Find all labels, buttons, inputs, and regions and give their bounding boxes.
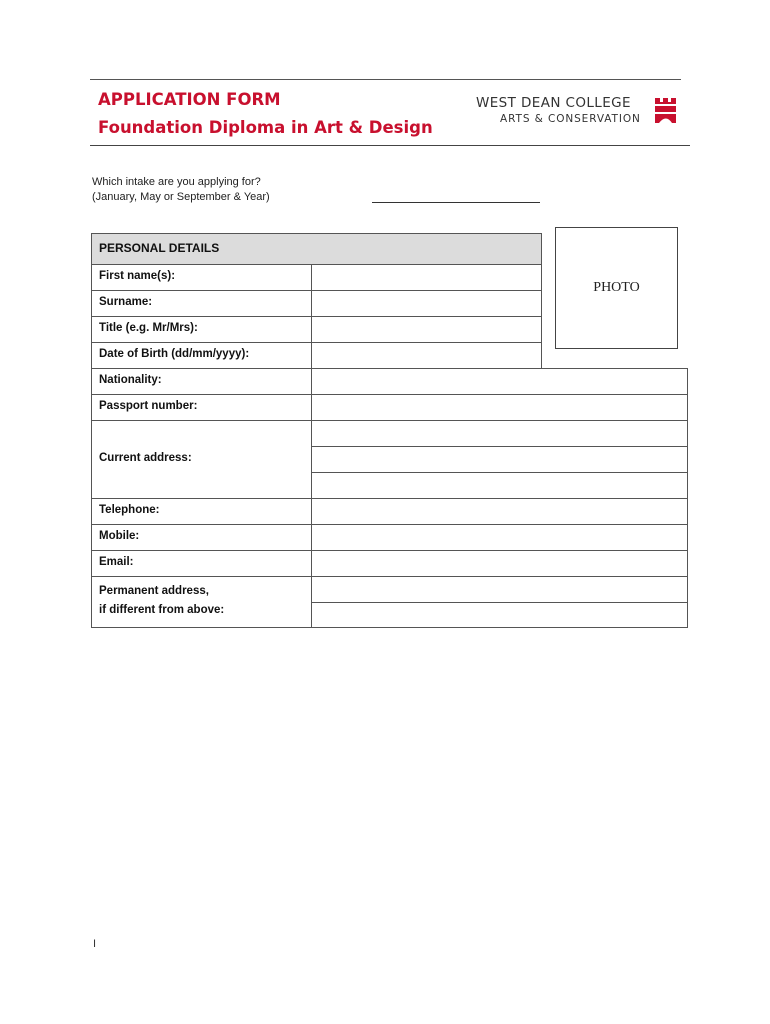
intake-hint: (January, May or September & Year) <box>92 191 270 203</box>
intake-question: Which intake are you applying for? <box>92 176 261 188</box>
nationality-input[interactable] <box>311 368 688 395</box>
email-input[interactable] <box>311 550 688 577</box>
photo-box <box>555 227 678 349</box>
form-title: APPLICATION FORM <box>98 90 281 109</box>
passport-input[interactable] <box>311 394 688 421</box>
header-rule <box>90 145 690 146</box>
dob-label: Date of Birth (dd/mm/yyyy): <box>99 348 250 360</box>
permanent-address-label: Permanent address, <box>99 585 209 597</box>
top-rule <box>90 79 681 80</box>
college-subtitle: ARTS & CONSERVATION <box>500 113 641 125</box>
mobile-input[interactable] <box>311 524 688 551</box>
photo-label: PHOTO <box>593 280 640 295</box>
email-label: Email: <box>99 556 134 568</box>
nationality-label: Nationality: <box>99 374 162 386</box>
current-address-line-2[interactable] <box>311 446 688 473</box>
intake-input[interactable] <box>372 202 540 203</box>
permanent-address-line-2[interactable] <box>311 602 688 628</box>
label-cell-permanent-address <box>91 576 312 628</box>
title-input[interactable] <box>311 316 542 343</box>
current-address-label: Current address: <box>99 452 192 464</box>
current-address-line-3[interactable] <box>311 472 688 499</box>
section-header-personal-details: PERSONAL DETAILS <box>91 233 542 265</box>
form-subtitle: Foundation Diploma in Art & Design <box>98 118 433 137</box>
permanent-address-line-1[interactable] <box>311 576 688 603</box>
telephone-input[interactable] <box>311 498 688 525</box>
current-address-line-1[interactable] <box>311 420 688 447</box>
mobile-label: Mobile: <box>99 530 140 542</box>
page-marker: I <box>93 938 97 950</box>
first-name-input[interactable] <box>311 264 542 291</box>
first-name-label: First name(s): <box>99 270 176 282</box>
telephone-label: Telephone: <box>99 504 160 516</box>
college-name: WEST DEAN COLLEGE <box>476 95 631 111</box>
permanent-address-hint: if different from above: <box>99 604 225 616</box>
passport-label: Passport number: <box>99 400 198 412</box>
castle-tower-icon <box>653 97 681 124</box>
surname-input[interactable] <box>311 290 542 317</box>
dob-input[interactable] <box>311 342 542 369</box>
title-label: Title (e.g. Mr/Mrs): <box>99 322 198 334</box>
surname-label: Surname: <box>99 296 153 308</box>
